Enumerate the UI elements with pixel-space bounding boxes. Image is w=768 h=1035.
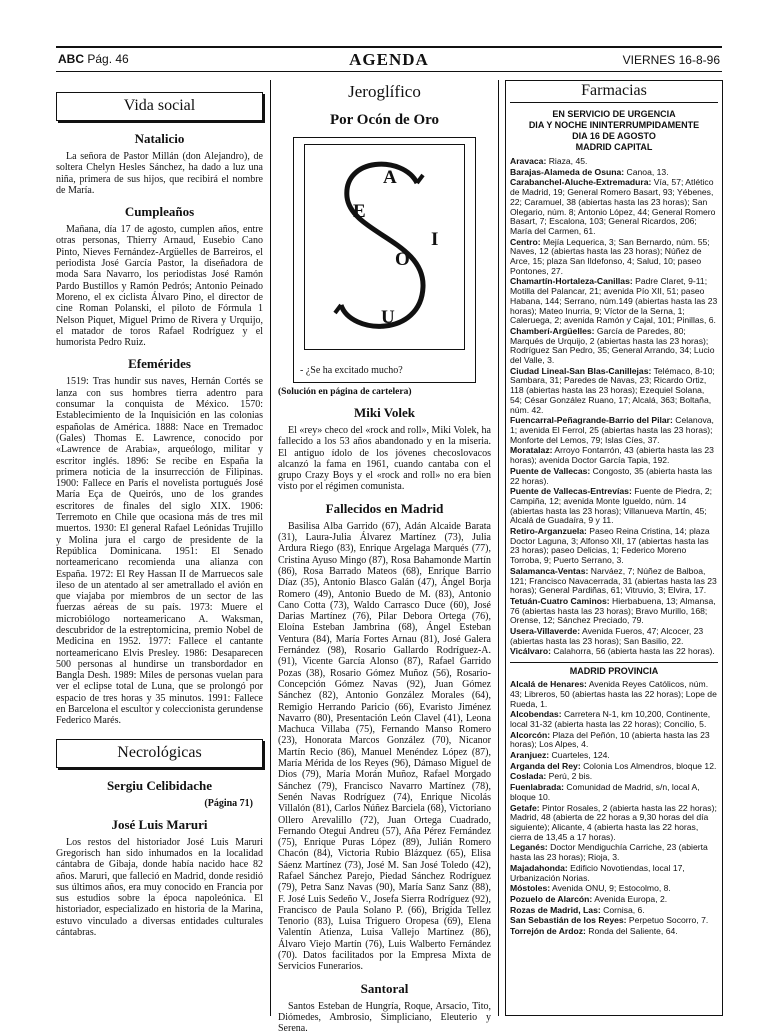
- solution-note: (Solución en página de cartelera): [278, 387, 412, 397]
- brand-name: ABC: [58, 52, 84, 66]
- column-divider: [270, 80, 271, 1016]
- provincia-list: [510, 680, 718, 937]
- pharmacy-addresses: Mejía Lequerica, 3; San Bernardo, núm. 55; Naves, 12 (abiertas hasta las 23 horas); Núñez de Arce, 15; plaza San Ildefonso, 4; Salud, 10; paseo Pontones, 27.: [510, 236, 710, 276]
- pharmacy-zone: San Sebastián de los Reyes:: [510, 915, 627, 926]
- pharmacy-entry: [510, 804, 718, 843]
- pharmacy-addresses: Ronda del Saliente, 64.: [585, 926, 678, 937]
- pharmacy-entry: [510, 487, 718, 526]
- column-farmacias: [505, 80, 723, 1016]
- pharmacy-addresses: Hierbabuena, 13; Almansa, 76 (abiertas hasta las 23 horas); Bravo Murillo, 168; Orense, 12; Sánchez Preciado, 79.: [510, 595, 716, 626]
- pharmacy-zone: Alcorcón:: [510, 729, 551, 740]
- farmacias-head-fecha: DIA 16 DE AGOSTO: [572, 131, 656, 141]
- efemerides-title: Efemérides: [128, 356, 191, 372]
- celibidache-page-ref: (Página 71): [204, 797, 253, 809]
- pharmacy-zone: Tetuán-Cuatro Caminos:: [510, 595, 610, 606]
- pharmacy-zone: Chamberí-Argüelles:: [510, 325, 595, 336]
- volek-text: El «rey» checo del «rock and roll», Miki Volek, ha fallecido a los 53 años abandonado y en la miseria. El antiguo ídolo de los jóvenes checoslovacos alcanzó la fama en 1961, cuando cantaba con el grupo Crazy Boys y el «rock and roll» no era bien visto por el régimen comunista.: [278, 425, 491, 493]
- pharmacy-addresses: Plaza del Peñón, 10 (abierta hasta las 23 horas); Los Alpes, 4.: [510, 729, 710, 750]
- farmacias-title: Farmacias: [510, 82, 718, 103]
- pharmacy-entry: [510, 680, 718, 709]
- pharmacy-entry: [510, 772, 718, 782]
- pharmacy-entry: [510, 416, 718, 445]
- pharmacy-entry: [510, 178, 718, 236]
- pharmacy-zone: Usera-Villaverde:: [510, 626, 581, 637]
- pharmacy-entry: [510, 238, 718, 277]
- pharmacy-addresses: Congosto, 35 (abierta hasta las 22 horas).: [510, 465, 713, 486]
- santoral-text: Santos Esteban de Hungría, Roque, Arsacio, Tito, Diómedes, Ambrosio, Simpliciano, Eleuterio y Serena.: [278, 1000, 491, 1035]
- pharmacy-zone: Ciudad Lineal-San Blas-Canillejas:: [510, 365, 652, 376]
- natalicio-text: La señora de Pastor Millán (don Alejandro), de soltera Chelyn Hesles Sánchez, ha dado a luz una niña, primera de sus hijos, que recibirá el nombre de María.: [56, 151, 263, 196]
- celibidache-title: Sergiu Celibidache: [106, 777, 213, 793]
- pharmacy-zone: Fuencarral-Peñagrande-Barrio del Pilar:: [510, 415, 673, 426]
- farmacias-head-provincia: MADRID PROVINCIA: [510, 662, 718, 676]
- pharmacy-addresses: Perpetuo Socorro, 7.: [626, 915, 709, 926]
- pharmacy-zone: Carabanchel-Aluche-Extremadura:: [510, 177, 652, 188]
- puzzle-frame: [304, 144, 465, 350]
- page-header: [56, 46, 722, 72]
- pharmacy-addresses: Cornisa, 6.: [600, 904, 645, 915]
- pharmacy-entry: [510, 277, 718, 326]
- puzzle-letter-a: A: [383, 167, 397, 188]
- pharmacy-zone: Chamartín-Hortaleza-Canillas:: [510, 276, 633, 287]
- puzzle-question: - ¿Se ha excitado mucho?: [300, 365, 403, 376]
- pharmacy-entry: [510, 327, 718, 366]
- pharmacy-entry: [510, 731, 718, 750]
- pharmacy-addresses: Cuarteles, 124.: [549, 750, 610, 761]
- pharmacy-addresses: Fuente de Piedra, 2; Campiña, 12; avenida Monte Igueldo, núm. 14 (abiertas hasta las 23 horas); Villanueva Martín, 45; Alcalá de Guadaíra, 9 y 11.: [510, 486, 713, 526]
- pharmacy-addresses: Avenida ONU, 9; Estocolmo, 8.: [550, 883, 671, 894]
- pharmacy-zone: Fuenlabrada:: [510, 782, 564, 793]
- pharmacy-entry: [510, 762, 718, 772]
- issue-date: VIERNES 16-8-96: [622, 53, 720, 67]
- maruri-text: Los restos del historiador José Luis Maruri Gregorisch han sido inhumados en la localidad cántabra de Gibaja, donde había nacido hace 82 años. Maruri, que falleció en Madrid, donde residió sus últimos años, era muy conocido en Francia por sus estudios sobre la época napoleónica. El historiador, especializado en historia de la Marina, estuvo vinculado a diversas entidades culturales cántabras.: [56, 836, 263, 939]
- pharmacy-addresses: Pintor Rosales, 2 (abierta hasta las 22 horas); Madrid, 48 (abierta de 22 horas a 9,30 horas del día siguiente); Alicante, 4 (abierta hasta las 22 horas, cierra de 13,45 a 17 horas).: [510, 802, 717, 842]
- farmacias-box: [505, 80, 723, 1016]
- farmacias-head-horario: DIA Y NOCHE ININTERRUMPIDAMENTE: [528, 120, 700, 130]
- pharmacy-zone: Barajas-Alameda de Osuna:: [510, 166, 625, 177]
- pharmacy-entry: [510, 927, 718, 937]
- pharmacy-entry: [510, 367, 718, 416]
- pharmacy-entry: [510, 627, 718, 646]
- fallecidos-title: Fallecidos en Madrid: [325, 500, 444, 516]
- pharmacy-zone: Coslada:: [510, 771, 547, 782]
- pharmacy-zone: Puente de Vallecas-Entrevías:: [510, 486, 632, 497]
- pharmacy-addresses: Canoa, 13.: [624, 166, 669, 177]
- pharmacy-addresses: Edificio Novotiendas, local 17, Urbanización Norias.: [510, 862, 685, 883]
- hieroglyph-puzzle: [293, 137, 476, 383]
- pharmacy-entry: [510, 895, 718, 905]
- volek-title: Miki Volek: [353, 405, 416, 420]
- farmacias-head-capital: MADRID CAPITAL: [575, 142, 653, 152]
- pharmacy-addresses: Arroyo Fontarrón, 43 (abierta hasta las 23 horas); avenida Doctor García Tapia, 192.: [510, 445, 714, 466]
- pharmacy-zone: Puente de Vallecas:: [510, 465, 591, 476]
- pharmacy-entry: [510, 467, 718, 486]
- santoral-title: Santoral: [360, 980, 409, 996]
- pharmacy-addresses: Telémaco, 8-10; Sambara, 31; Paredes de Navas, 23; Ricardo Ortiz, 118 (abiertas hasta las 23 horas); Ezequiel Solana, 54; César González Ruano, 17; Alcalá, 363; Boltaña, núm. 42.: [510, 365, 715, 415]
- pharmacy-zone: Centro:: [510, 236, 541, 247]
- pharmacy-entry: [510, 446, 718, 465]
- pharmacy-zone: Aravaca:: [510, 156, 547, 166]
- pharmacy-entry: [510, 567, 718, 596]
- maruri-title: José Luis Maruri: [111, 816, 208, 832]
- pharmacy-addresses: Vía, 57; Atlético de Madrid, 19; General Romero Basart, 93; Yébenes, 22; Caramuel, 38 (abiertas hasta las 23 horas); San Olegario, núm. 8; Antonio López, 44; General Romero Basart, 7; Escalona, 103; General Ricardos, 206; María del Carmen, 61.: [510, 177, 716, 236]
- pharmacy-entry: [510, 843, 718, 862]
- pharmacy-zone: Alcobendas:: [510, 709, 562, 720]
- pharmacy-addresses: Celanova, 1; avenida El Ferrol, 25 (abiertas hasta las 23 horas); Monforte del Lemos, 79; Islas Cíes, 37.: [510, 415, 714, 445]
- puzzle-letter-e: E: [353, 201, 366, 222]
- pharmacy-entry: [510, 884, 718, 894]
- pharmacy-addresses: Avenida Fueros, 47; Alcocer, 23 (abiertas hasta las 23 horas); San Basilio, 22.: [510, 626, 704, 646]
- pharmacy-entry: [510, 751, 718, 761]
- pharmacy-addresses: Colonia Los Almendros, bloque 12.: [580, 760, 717, 771]
- pharmacy-addresses: Avenida Europa, 2.: [592, 893, 668, 904]
- pharmacy-zone: Moratalaz:: [510, 445, 553, 456]
- pharmacy-entry: [510, 647, 718, 657]
- jeroglifico-title: Jeroglífico: [348, 82, 421, 101]
- pharmacy-entry: [510, 783, 718, 802]
- pharmacy-addresses: Avenida Reyes Católicos, núm. 43; Libreros, 50 (abiertas hasta las 22 horas); Lope de Rueda, 1.: [510, 679, 717, 709]
- fallecidos-text: Basilisa Alba Garrido (67), Adán Alcaide Barata (31), Laura-Julia Álvarez Martínez (73), Julia Ardura Riego (83), Enrique Argelaga Marqués (77), Cristina Ayuso Mingo (87), Rosa Bahamonde Martín (86), Rosa Barrado Mateos (68), Enrique Barrio Díaz (35), Antonio Blasco Galán (47), Ángel Borja Romero (49), Antonio Buedo de M. (83), Antonio Cano Cotta (73), Waldo Carrasco Duce (60), José Darias Martínez (76), Pilar Debora Ortega (76), Eloína Esteban Jambrina (68), Ángel Esteban Ventura (84), María Fortes Arnau (81), José Galera Fernández (98), Rosario Gallardo Rodríguez-A. (91), Vicente García Alonso (87), Rafael Garrido Pozas (38), Rosario Gómez Muñoz (56), Rosario-Concepción Gómez Navas (92), Juan Gómez Sánchez (82), Antonio González Morales (64), Remigio Herrando Paricio (66), Evaristo Jiménez Navarro (80), Presentación León Clavel (41), Leona Machuca Villaba (75), Fernando Manso Romero (23), Honorata Marcos González (70), Nicanor Martín Recio (86), Manuel Menéndez López (87), María Mérida de los Reyes (96), Dámaso Miguel de Dios (79), María Morán Muñoz, Rafael Morgado Sánchez (79), Francisco Navarro Martínez (78), Senén Navas Rodríguez (74), Enrique Nicolás Villalón (81), Carlos Núñez Barciela (68), Victoriano Ollero Arevalillo (72), Juan Ortega Cuadrado, Fernando Otegui Andreu (57), Aña Pérez Fernández (75), Enrique Puras López (89), Julián Romero Chacón (84), Victoria Rubio Blázquez (65), Elisa Sáenz Martínez (73), José M. San José Toledo (42), Rafael Sánchez Parejo, Piedad Sánchez Rodríguez (79), Petra Sanz Navas (90), María Sanz Sanz (88), F. José Luis Sedeño V., Josefa Sierra Rodríguez (92), Francisco de Paula Solano P. (66), Brígida Tellez Tenorio (83), Luisa Triguero Oropesa (69), Elena Valentín Atienza, Luisa Vallejo Martínez (86), Álvaro Viejo Martín (76), Luis Walberto Fernández (70). Datos facilitados por la Empresa Mixta de Servicios Funerarios.: [278, 520, 491, 973]
- pharmacy-zone: Retiro-Arganzuela:: [510, 526, 587, 537]
- pharmacy-addresses: Comunidad de Madrid, s/n, local A, bloque 10.: [510, 782, 700, 802]
- pharmacy-zone: Pozuelo de Alarcón:: [510, 893, 593, 904]
- cumpleanos-title: Cumpleaños: [124, 204, 195, 220]
- pharmacy-zone: Alcalá de Henares:: [510, 679, 587, 690]
- vida-social-title: Vida social: [56, 92, 263, 121]
- column-jeroglifico: [278, 80, 491, 1035]
- pharmacy-entry: [510, 906, 718, 916]
- pharmacy-zone: Getafe:: [510, 802, 540, 813]
- pharmacy-addresses: Carretera N-1, km 10,200, Continente, local 31-32 (abierta hasta las 22 horas); Concilio, 5.: [510, 709, 711, 729]
- pharmacy-zone: Rozas de Madrid, Las:: [510, 904, 601, 915]
- pharmacy-zone: Leganés:: [510, 842, 548, 853]
- pharmacy-zone: Torrejón de Ardoz:: [510, 926, 586, 937]
- page-number: Pág. 46: [87, 52, 129, 66]
- pharmacy-zone: Salamanca-Ventas:: [510, 565, 589, 576]
- pharmacy-zone: Majadahonda:: [510, 862, 568, 873]
- pharmacy-zone: Móstoles:: [510, 883, 551, 894]
- pharmacy-addresses: Perú, 2 bis.: [546, 771, 593, 782]
- pharmacy-entry: [510, 916, 718, 926]
- pharmacy-entry: [510, 710, 718, 729]
- capital-list: [510, 157, 718, 657]
- cumpleanos-text: Mañana, día 17 de agosto, cumplen años, entre otras personas, Thierry Arnaud, Eusebio Cano Pinto, Nieves Fernández-Argüelles de Barreiros, el periodista José García Pastor, la diseñadora de moda Sara Navarro, los periodistas José Ramón Pardo Bustillos y Ramón Pedrós; Antonio Peinado Moreno, el ex ciclista Álvaro Pino, el director de cine Roman Polanski, el piloto de Fórmula 1 Nelson Piquet, Miguel Primo de Rivera y Urquijo, el matador de toros Rafael Rodríguez y el humorista Pedro Ruiz.: [56, 224, 263, 349]
- pharmacy-zone: Vicálvaro:: [510, 646, 551, 657]
- natalicio-title: Natalicio: [134, 131, 185, 146]
- puzzle-letter-u: U: [381, 307, 395, 328]
- pharmacy-entry: [510, 157, 718, 167]
- pharmacy-zone: Aranjuez:: [510, 750, 550, 761]
- pharmacy-addresses: Riaza, 45.: [546, 156, 588, 166]
- pharmacy-entry: [510, 527, 718, 566]
- jeroglifico-author: Por Ocón de Oro: [329, 112, 440, 128]
- section-title: AGENDA: [349, 50, 429, 69]
- pharmacy-addresses: García de Paredes, 80; Marqués de Urquijo, 2 (abiertas hasta las 23 horas); Rodríguez San Pedro, 35; General Arrando, 34; Lucio del Valle, 3.: [510, 325, 715, 366]
- pharmacy-entry: [510, 168, 718, 178]
- column-vida-social: [56, 80, 263, 1016]
- pharmacy-zone: Arganda del Rey:: [510, 760, 581, 771]
- puzzle-letter-i: I: [431, 229, 439, 250]
- column-divider: [498, 80, 499, 1016]
- pharmacy-entry: [510, 864, 718, 883]
- pharmacy-addresses: Narváez, 7; Núñez de Balboa, 121; Francisco Navacerrada, 31 (abiertas hasta las 23 horas); General Pardiñas, 61; Vitruvio, 3; Elvira, 17.: [510, 565, 717, 596]
- efemerides-text: 1519: Tras hundir sus naves, Hernán Cortés se lanza con sus hombres tierra adentro para consumar la conquista de México. 1570: Establecimiento de la Inquisición en las colonias españolas de América. 1888: Nace en Tremadoc (Gales) Thomas E. Lawrence, conocido por «Lawrence de Arabia», arqueólogo, militar y escritor inglés. 1896: Se recibe en España la primera noticia de la insurrección de Filipinas. 1900: Fallece en París el novelista portugués José María Eça de Queirós, uno de los grandes escritores de finales del siglo XIX. 1906: Terremoto en Chile que ocasiona más de tres mil muertos. 1930: El general Rafael Leónidas Trujillo y Molina jura el cargo de presidente de la República Dominicana. 1951: El Senado norteamericano recomienda una alianza con España. 1972: El Rey Hassan II de Marruecos sale ileso de un atentado al ser ametrallado el avión en que viajaba por miembros de un sector de las fuerzas aéreas de su país. 1973: Muere el microbiólogo norteamericano A. Waksman, descubridor de la estreptomicina, premio Nobel de Medicina en 1952. 1977: Fallece el cantante norteamericano Elvis Presley. 1986: Desaparecen 500 personas al hundirse un transbordador en Bangla Desh. 1989: Miles de personas vuelan para ver el eclipse total de Luna, que se prolongó por espacio de tres horas y 35 minutos. 1991: Fallece en Barcelona el escultor y coleccionista gerundense Federico Marés.: [56, 376, 263, 727]
- pharmacy-addresses: Padre Claret, 9-11; Motilla del Palancar, 21; avenida Pío XII, 51; paseo Habana, 144; Serrano, núm.149 (abiertas hasta las 23 horas); Mateo Inurria, 9; Víctor de la Serna, 1; Caleruega, 2; avenida Ramón y Cajal, 101; Pinillas, 6.: [510, 276, 718, 326]
- pharmacy-addresses: Calahorra, 56 (abierta hasta las 22 horas).: [550, 646, 715, 657]
- farmacias-head-urgencia: EN SERVICIO DE URGENCIA: [552, 109, 676, 119]
- pharmacy-entry: [510, 597, 718, 626]
- puzzle-letter-o: O: [395, 249, 410, 270]
- pharmacy-addresses: Paseo Reina Cristina, 14; plaza Doctor Laguna, 3; Alfonso XII, 17 (abiertas hasta las 23 horas); paseo Delicias, 1; Federico Moreno Torroba, 9; Puerto Serrano, 3.: [510, 526, 710, 566]
- pharmacy-addresses: Doctor Mendiguchía Carriche, 23 (abierta hasta las 23 horas); Rioja, 3.: [510, 842, 708, 863]
- necrologicas-title: Necrológicas: [56, 739, 263, 768]
